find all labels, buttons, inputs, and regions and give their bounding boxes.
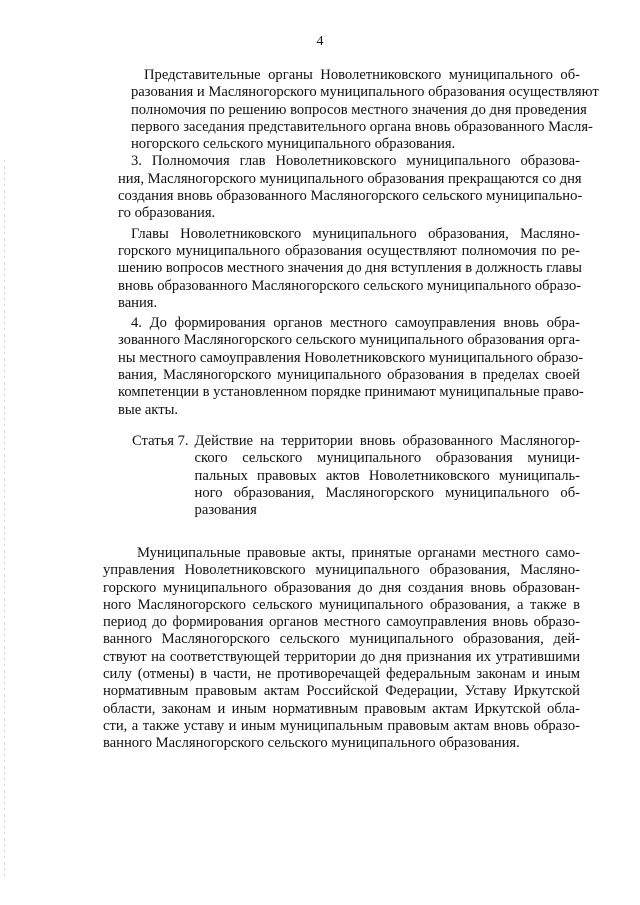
title-line: Действие на территории вновь образованного Масляногор- (194, 433, 580, 449)
text-line: 3. Полномочия глав Новолетниковского муниципального образова- (131, 153, 580, 170)
text-line: го образования. (118, 205, 216, 222)
paragraph-representative-bodies (118, 67, 599, 153)
title-line: пальных правовых актов Новолетниковского муниципаль- (194, 467, 580, 484)
title-line: ного образования, Масляногорского муниципального об- (194, 484, 580, 501)
text-line: области, законам и иным нормативным правовым актам Иркутской обла- (103, 700, 580, 717)
text-line: первого заседания представительного органа вновь образованного Масля- (131, 118, 593, 135)
title-line: ского сельского муниципального образования муници- (194, 450, 580, 467)
text-line: вания. (118, 294, 158, 311)
article-label: Статья 7. (132, 433, 189, 449)
text-line: ванного Масляногорского сельского муниципального образования. (103, 735, 520, 752)
text-line: ногорского сельского муниципального образования. (131, 136, 456, 153)
text-line: горского муниципального образования до дня создания вновь образован- (103, 579, 580, 596)
text-line: сти, а также уставу и иным муниципальным правовым актам вновь образо- (103, 717, 580, 734)
text-line: Представительные органы Новолетниковского муниципального об- (144, 67, 580, 83)
page-number: 4 (316, 34, 324, 49)
article-7-heading (132, 433, 580, 519)
text-line: вания, Масляногорского муниципального образования в пределах своей (118, 367, 580, 384)
text-line: Муниципальные правовые акты, принятые органами местного само- (137, 545, 580, 561)
text-line: 4. До формирования органов местного самоуправления вновь обра- (131, 315, 580, 332)
text-line: нормативным правовым актам Российской Федерации, Уставу Иркутской (103, 683, 580, 700)
article-title (195, 433, 580, 519)
paragraph-point-4 (118, 315, 584, 419)
text-line: управления Новолетниковского муниципального образования, Масляно- (103, 562, 580, 579)
text-line: период до формирования органов местного самоуправления вновь образо- (103, 614, 580, 631)
paragraph-heads (118, 226, 580, 312)
paragraph-point-3 (118, 153, 583, 222)
title-line: разования (194, 502, 257, 519)
text-line: компетенции в установленном порядке принимают муниципальные право- (118, 384, 584, 401)
scan-margin-artifact (4, 160, 6, 880)
text-line: горского муниципального образования осуществляют полномочия по ре- (118, 242, 580, 259)
text-line: вновь образованного Масляногорского сельского муниципального образо- (118, 277, 582, 294)
text-line: зованного Масляногорского сельского муниципального образования орга- (118, 332, 580, 349)
text-line: полномочия по решению вопросов местного значения до дня проведения (131, 101, 587, 118)
article-7-body (103, 545, 580, 753)
text-line: ствуют на соответствующей территории до дня признания их утратившими (103, 648, 580, 665)
text-line: ния, Масляногорского муниципального образования прекращаются со дня (118, 170, 582, 187)
text-line: создания вновь образованного Масляногорского сельского муниципально- (118, 188, 583, 205)
text-line: Главы Новолетниковского муниципального образования, Масляно- (131, 225, 580, 242)
text-line: вые акты. (118, 401, 179, 418)
text-line: ны местного самоуправления Новолетниковского муниципального образо- (118, 349, 584, 366)
document-body (118, 67, 599, 419)
text-line: ного Масляногорского сельского муниципального образования, а также в (103, 596, 580, 613)
text-line: шению вопросов местного значения до дня вступления в должность главы (118, 260, 582, 277)
text-line: ванного Масляногорского сельского муниципального образования, дей- (103, 631, 580, 648)
text-line: силу (отмены) в части, не противоречащей федеральным законам и иным (103, 666, 580, 683)
text-line: разования и Масляногорского муниципального образования осуществляют (131, 84, 599, 101)
